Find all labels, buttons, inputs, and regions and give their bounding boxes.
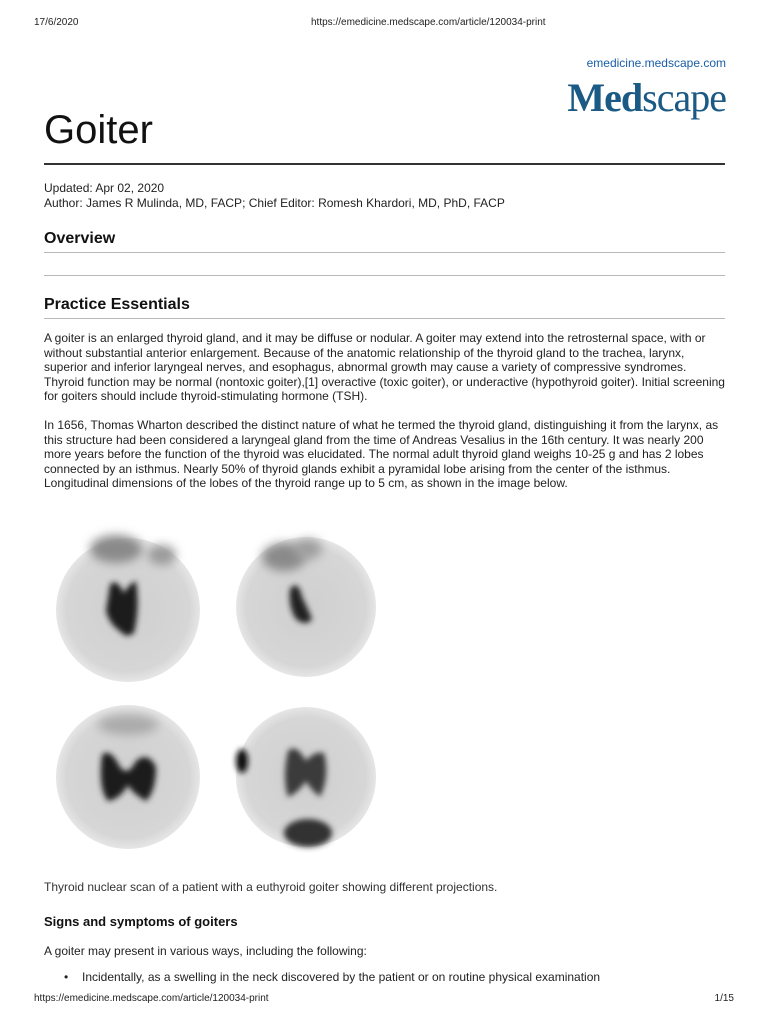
page-number: 1/15 [714,993,734,1004]
title-divider [44,163,725,165]
print-url: https://emedicine.medscape.com/article/120034-print [311,17,546,28]
history-paragraph: In 1656, Thomas Wharton described the distinct nature of what he termed the thyroid gland, distinguishing it from the larynx, as this structure had been considered a laryngeal gland from the time of Andreas Vesalius in the 16th century. It was nearly 200 more years before the function of the thyroid was elucidated. The normal adult thyroid gland weighs 10-25 g and has 2 lobes connected by an isthmus. Nearly 50% of thyroid glands exhibit a pyramidal lobe arising from the center of the isthmus. Longitudinal dimensions of the lobes of the thyroid range up to 5 cm, as shown in the image below. [44,418,719,491]
signs-heading: Signs and symptoms of goiters [44,914,238,929]
author-line: Author: James R Mulinda, MD, FACP; Chief Editor: Romesh Khardori, MD, PhD, FACP [44,196,505,210]
overview-heading: Overview [44,230,116,247]
scan-anterior-view [56,535,200,682]
practice-essentials-divider [44,318,725,319]
list-item: • Incidentally, as a swelling in the neck discovered by the patient or on routine physical examination [64,970,600,984]
figure-caption: Thyroid nuclear scan of a patient with a euthyroid goiter showing different projections. [44,880,498,894]
scan-marker-view [236,707,376,847]
thyroid-scan-image [44,515,389,870]
page-title: Goiter [44,108,153,152]
updated-date: Updated: Apr 02, 2020 [44,181,165,195]
site-link[interactable]: emedicine.medscape.com [586,56,726,70]
footer-url: https://emedicine.medscape.com/article/120034-print [34,993,269,1004]
scan-oblique-view [236,537,376,677]
medscape-logo[interactable]: Medscape [567,75,726,120]
thyroid-scan-figure[interactable] [44,515,389,870]
intro-paragraph: A goiter is an enlarged thyroid gland, and it may be diffuse or nodular. A goiter may extend into the retrosternal space, with or without substantial anterior enlargement. Because of the anatomic relationship of the thyroid gland to the trachea, larynx, superior and inferior laryngeal nerves, and esophagus, abnormal growth may cause a variety of compressive syndromes. Thyroid function may be normal (nontoxic goiter),[1] overactive (toxic goiter), or underactive (hypothyroid goiter). Initial screening for goiters should include thyroid-stimulating hormone (TSH). [44,331,725,404]
print-header [34,17,734,31]
signs-intro: A goiter may present in various ways, including the following: [44,944,367,958]
section-divider [44,275,725,276]
overview-divider [44,252,725,253]
print-date: 17/6/2020 [34,17,79,28]
practice-essentials-heading: Practice Essentials [44,296,190,313]
print-footer [34,993,734,1007]
signs-list [64,970,600,984]
scan-lateral-view [56,705,200,849]
article-meta [44,181,505,211]
